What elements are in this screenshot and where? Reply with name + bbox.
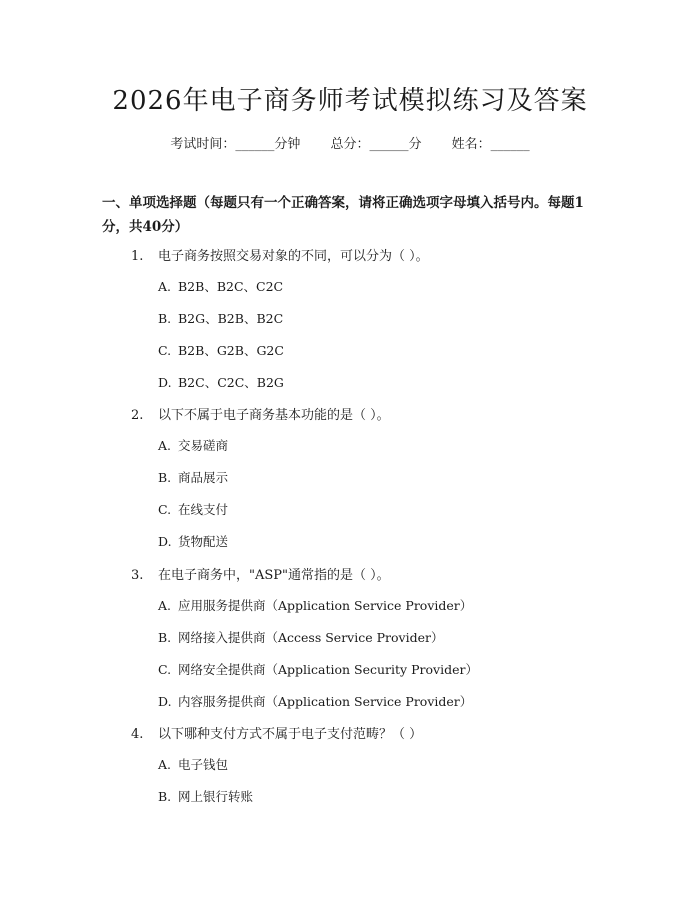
question-1-option-a (158, 277, 283, 295)
question-3-option-d (158, 692, 472, 710)
question-3-option-a (158, 596, 472, 614)
option-text: 交易磋商 (178, 438, 229, 453)
question-1-option-d (158, 373, 284, 391)
option-text: 内容服务提供商（Application Service Provider） (178, 694, 473, 709)
option-text: 货物配送 (178, 534, 229, 549)
option-text: 电子钱包 (178, 757, 229, 772)
question-2-option-d (158, 532, 228, 550)
question-number: 2. (131, 408, 144, 423)
document-title: 2026年电子商务师考试模拟练习及答案 (112, 86, 588, 116)
option-letter: C. (158, 502, 172, 517)
exam-info-line (0, 133, 700, 152)
section-heading-single-choice: 一、单项选择题（每题只有一个正确答案，请将正确选项字母填入括号内。每题1分，共40分） (102, 195, 584, 235)
option-letter: C. (158, 662, 172, 677)
option-letter: A. (158, 598, 172, 613)
option-letter: B. (158, 470, 172, 485)
option-text: B2B、G2B、G2C (178, 343, 284, 358)
option-letter: A. (158, 438, 172, 453)
name-field: 姓名：______ (451, 137, 530, 152)
question-2 (131, 404, 390, 423)
option-text: 网上银行转账 (178, 789, 254, 804)
option-letter: D. (158, 534, 172, 549)
question-4-option-b (158, 787, 253, 805)
question-3 (131, 564, 390, 583)
option-text: 在线支付 (178, 502, 229, 517)
option-text: B2B、B2C、C2C (178, 279, 284, 294)
option-letter: B. (158, 311, 172, 326)
question-number: 4. (131, 727, 144, 742)
option-letter: C. (158, 343, 172, 358)
option-letter: D. (158, 694, 172, 709)
option-letter: A. (158, 757, 172, 772)
question-2-option-c (158, 500, 228, 518)
question-1-option-c (158, 341, 284, 359)
question-text: 以下不属于电子商务基本功能的是（ ）。 (158, 408, 390, 423)
question-3-option-b (158, 628, 443, 646)
question-text: 在电子商务中，"ASP"通常指的是（ ）。 (158, 568, 390, 583)
question-number: 3. (131, 568, 144, 583)
option-text: B2G、B2B、B2C (178, 311, 284, 326)
option-letter: B. (158, 789, 172, 804)
question-2-option-a (158, 436, 228, 454)
question-number: 1. (131, 249, 144, 264)
total-score-field: 总分：______分 (330, 137, 422, 152)
option-letter: D. (158, 375, 172, 390)
question-4-option-a (158, 755, 228, 773)
option-text: B2C、C2C、B2G (178, 375, 284, 390)
option-letter: B. (158, 630, 172, 645)
option-text: 商品展示 (178, 470, 229, 485)
question-text: 电子商务按照交易对象的不同，可以分为（ ）。 (158, 249, 429, 264)
exam-time-field: 考试时间：______分钟 (170, 137, 301, 152)
option-text: 网络接入提供商（Access Service Provider） (178, 630, 444, 645)
option-letter: A. (158, 279, 172, 294)
question-3-option-c (158, 660, 478, 678)
option-text: 应用服务提供商（Application Service Provider） (178, 598, 473, 613)
question-1 (131, 245, 429, 264)
question-2-option-b (158, 468, 228, 486)
question-1-option-b (158, 309, 283, 327)
question-4 (131, 723, 422, 742)
question-text: 以下哪种支付方式不属于电子支付范畴？（ ） (158, 727, 423, 742)
option-text: 网络安全提供商（Application Security Provider） (178, 662, 478, 677)
